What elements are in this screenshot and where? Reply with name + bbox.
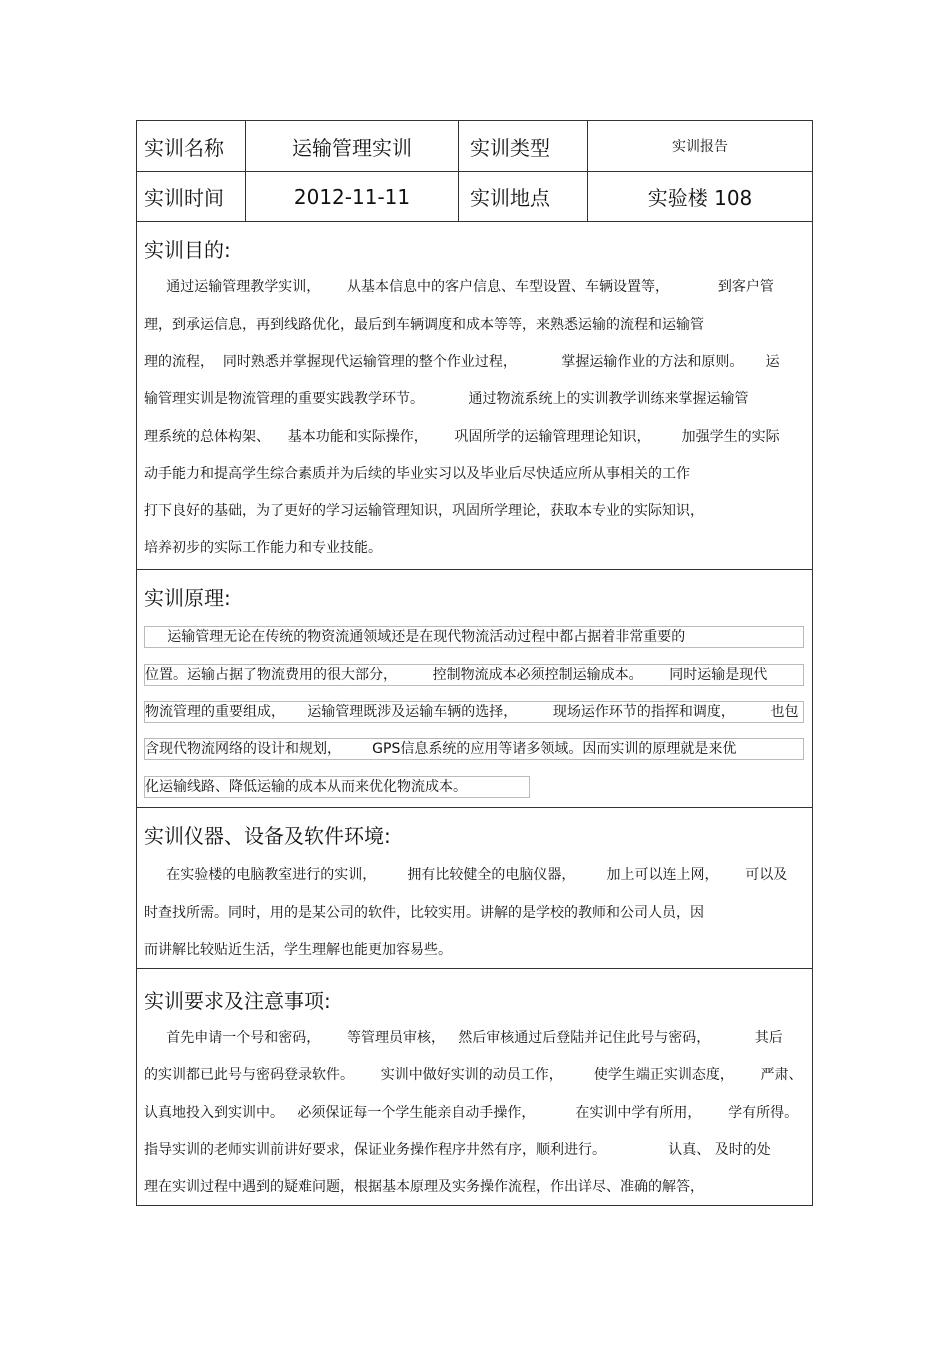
section-equipment bbox=[137, 808, 812, 969]
paragraph-line: 物流管理的重要组成， 运输管理既涉及运输车辆的选择， 现场运作环节的指挥和调度， 也包 bbox=[144, 701, 804, 723]
paragraph-line: 而讲解比较贴近生活，学生理解也能更加容易些。 bbox=[144, 942, 452, 958]
section-principle bbox=[137, 570, 812, 808]
value-training-name: 运输管理实训 bbox=[246, 121, 459, 171]
label-training-name: 实训名称 bbox=[137, 121, 246, 171]
paragraph-line: 理系统的总体构架、 基本功能和实际操作， 巩固所学的运输管理理论知识， 加强学生的实际 bbox=[144, 429, 780, 445]
value-training-time: 2012-11-11 bbox=[246, 172, 459, 221]
report-form bbox=[136, 120, 813, 1206]
paragraph-line: 培养初步的实际工作能力和专业技能。 bbox=[144, 540, 382, 556]
paragraph-line: 理的流程， 同时熟悉并掌握现代运输管理的整个作业过程， 掌握运输作业的方法和原则。 运 bbox=[144, 354, 780, 370]
paragraph-line: 认真地投入到实训中。 必须保证每一个学生能亲自动手操作， 在实训中学有所用， 学有所得。 bbox=[144, 1105, 799, 1121]
section-requirements bbox=[137, 969, 812, 1205]
paragraph-line: 的实训都已此号与密码登录软件。 实训中做好实训的动员工作， 使学生端正实训态度， 严肃、 bbox=[144, 1067, 803, 1083]
section-title: 实训原理: bbox=[144, 586, 231, 610]
paragraph-line: 指导实训的老师实训前讲好要求，保证业务操作程序井然有序，顺利进行。 认真、 及时的处 bbox=[144, 1142, 771, 1158]
paragraph-line: 在实验楼的电脑教室进行的实训， 拥有比较健全的电脑仪器， 加上可以连上网， 可以及 bbox=[144, 867, 788, 883]
paragraph-line: 通过运输管理教学实训， 从基本信息中的客户信息、车型设置、车辆设置等， 到客户管 bbox=[144, 279, 774, 295]
label-training-place: 实训地点 bbox=[459, 172, 588, 221]
value-training-place: 实验楼 108 bbox=[647, 186, 753, 210]
section-title: 实训仪器、设备及软件环境: bbox=[144, 824, 391, 848]
label-training-time: 实训时间 bbox=[137, 172, 246, 221]
section-title: 实训目的: bbox=[144, 238, 231, 262]
section-purpose bbox=[137, 222, 812, 570]
paragraph-line: 动手能力和提高学生综合素质并为后续的毕业实习以及毕业后尽快适应所从事相关的工作 bbox=[144, 466, 690, 482]
paragraph-line: 理，到承运信息，再到线路优化，最后到车辆调度和成本等等，来熟悉运输的流程和运输管 bbox=[144, 317, 704, 333]
paragraph-line: 位置。运输占据了物流费用的很大部分， 控制物流成本必须控制运输成本。 同时运输是现代 bbox=[144, 664, 804, 686]
paragraph-line: 时查找所需。同时，用的是某公司的软件，比较实用。讲解的是学校的教师和公司人员，因 bbox=[144, 905, 704, 921]
section-title: 实训要求及注意事项: bbox=[144, 989, 331, 1013]
paragraph-line: 首先申请一个号和密码， 等管理员审核， 然后审核通过后登陆并记住此号与密码， 其后 bbox=[144, 1030, 783, 1046]
label-training-type: 实训类型 bbox=[459, 121, 588, 171]
header-row-1 bbox=[137, 121, 812, 172]
paragraph-line: 输管理实训是物流管理的重要实践教学环节。 通过物流系统上的实训教学训练来掌握运输管 bbox=[144, 391, 749, 407]
value-training-type: 实训报告 bbox=[672, 139, 728, 155]
paragraph-line: 含现代物流网络的设计和规划， GPS信息系统的应用等诸多领域。因而实训的原理就是来优 bbox=[144, 738, 804, 760]
paragraph-line: 化运输线路、降低运输的成本从而来优化物流成本。 bbox=[144, 776, 530, 798]
paragraph-line: 运输管理无论在传统的物资流通领域还是在现代物流活动过程中都占据着非常重要的 bbox=[144, 626, 804, 648]
paragraph-line: 理在实训过程中遇到的疑难问题，根据基本原理及实务操作流程，作出详尽、准确的解答， bbox=[144, 1179, 704, 1195]
header-row-2 bbox=[137, 172, 812, 222]
paragraph-line: 打下良好的基础，为了更好的学习运输管理知识，巩固所学理论，获取本专业的实际知识， bbox=[144, 503, 704, 519]
